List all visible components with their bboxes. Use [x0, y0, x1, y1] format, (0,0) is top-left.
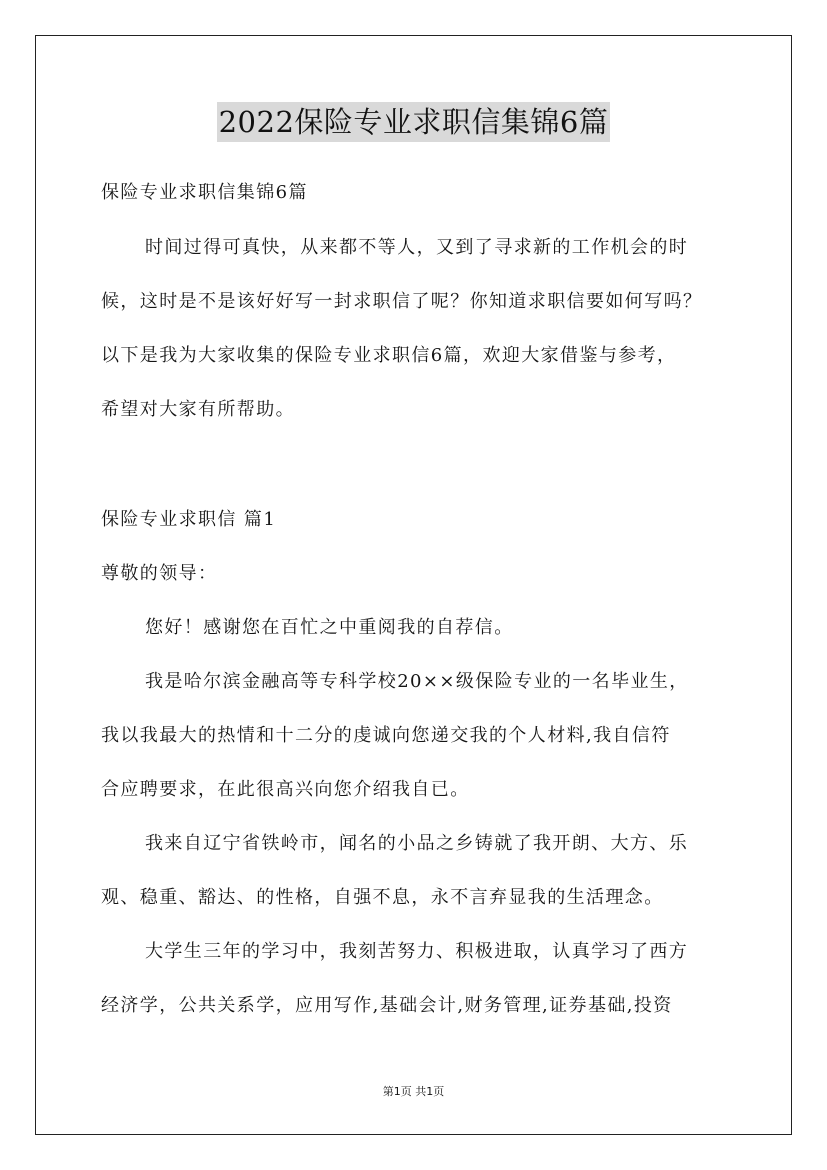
page-footer: 第1页 共1页: [382, 1085, 445, 1098]
body-line: 我以我最大的热情和十二分的虔诚向您递交我的个人材料,我自信符: [101, 725, 671, 746]
document-title: 2022保险专业求职信集锦6篇: [217, 102, 611, 142]
body-line: 我是哈尔滨金融高等专科学校20××级保险专业的一名毕业生，: [145, 671, 689, 692]
salutation: 尊敬的领导：: [101, 563, 218, 584]
intro-line-3: 以下是我为大家收集的保险专业求职信6篇，欢迎大家借鉴与参考，: [101, 345, 677, 366]
body-line: 我来自辽宁省铁岭市，闻名的小品之乡铸就了我开朗、大方、乐: [145, 833, 689, 854]
intro-line-1: 时间过得可真快，从来都不等人，又到了寻求新的工作机会的时: [145, 237, 689, 258]
body-line: 大学生三年的学习中，我刻苦努力、积极进取，认真学习了西方: [145, 941, 689, 962]
section-heading: 保险专业求职信 篇1: [101, 509, 277, 530]
subtitle-line: 保险专业求职信集锦6篇: [101, 182, 308, 203]
body-line: 经济学，公共关系学，应用写作,基础会计,财务管理,证券基础,投资: [101, 995, 673, 1016]
body-line: 观、稳重、豁达、的性格，自强不息，永不言弃显我的生活理念。: [101, 887, 664, 908]
body-line: 合应聘要求，在此很高兴向您介绍我自已。: [101, 779, 470, 800]
title-container: [0, 102, 827, 142]
intro-line-4: 希望对大家有所帮助。: [101, 399, 295, 420]
body-line: 您好！感谢您在百忙之中重阅我的自荐信。: [145, 617, 514, 638]
intro-line-2: 候，这时是不是该好好写一封求职信了呢？你知道求职信要如何写吗？: [101, 291, 703, 312]
